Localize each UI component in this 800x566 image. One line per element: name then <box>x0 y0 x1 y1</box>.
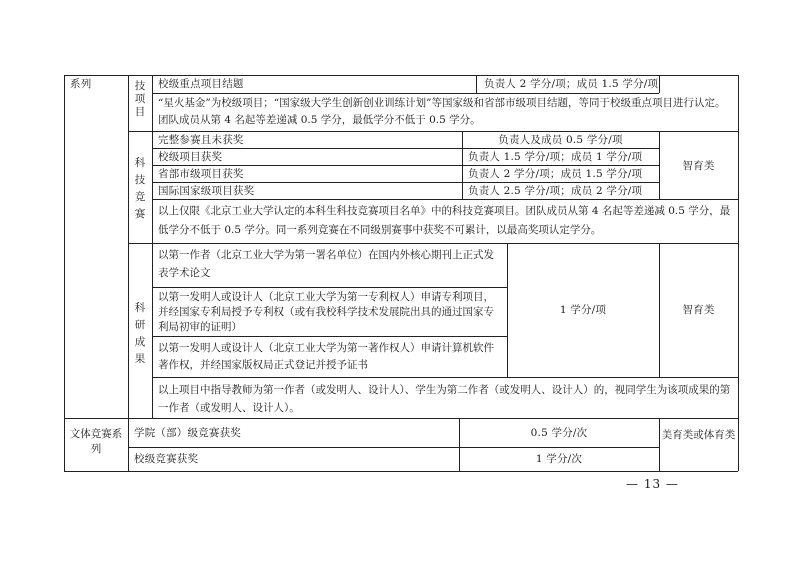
comp-score-school: 负责人 1.5 学分/项；成员 1 学分/项 <box>468 151 643 163</box>
project-note: “星火基金”为校级项目；“国家级大学生创新创业训练计划”等国家级和省部市级项目结题，等同于校级重点项目进行认定。团队成员从第 4 名起等差递减 0.5 学分，最低学分不低于 0.5 学分。 <box>158 97 726 126</box>
category-aesthetic-physical: 美育类或体育类 <box>661 429 736 441</box>
research-item-software: 以第一发明人或设计人（北京工业大学为第一著作权人）申请计算机软件著作权，并经国家版权局正式登记并授予证书 <box>158 342 494 371</box>
comp-score-provincial: 负责人 2 学分/项；成员 1.5 学分/项 <box>468 168 643 180</box>
comp-score-national: 负责人 2.5 学分/项；成员 2 学分/项 <box>468 185 643 197</box>
project-item-key: 校级重点项目结题 <box>158 78 244 90</box>
comp-score-participate: 负责人及成员 0.5 学分/项 <box>498 134 623 146</box>
comp-item-provincial: 省部市级项目获奖 <box>158 168 244 180</box>
page-number: — 13 — <box>626 477 679 491</box>
research-note: 以上项目中指导教师为第一作者（或发明人、设计人）、学生为第二作者（或发明人、设计人）的，视同学生为该项成果的第一作者（或发明人、设计人）。 <box>158 384 731 414</box>
project-score-key: 负责人 2 学分/项；成员 1.5 学分/项 <box>484 78 659 90</box>
project-category-label: 技项目 <box>134 80 146 118</box>
arts-item-college: 学院（部）级竞赛获奖 <box>134 427 241 439</box>
research-score: 1 学分/项 <box>559 304 607 316</box>
arts-series-label: 文体竞赛系列 <box>69 428 123 455</box>
research-item-paper: 以第一作者（北京工业大学为第一署名单位）在国内外核心期刊上正式发表学术论文 <box>158 249 494 279</box>
comp-item-participate: 完整参赛且未获奖 <box>158 134 244 146</box>
competition-category-label: 科技竞赛 <box>134 157 146 220</box>
arts-score-college: 0.5 学分/次 <box>530 427 588 439</box>
category-intellectual-1: 智育类 <box>682 160 715 172</box>
comp-item-national: 国际国家级项目获奖 <box>158 185 255 197</box>
research-item-patent: 以第一发明人或设计人（北京工业大学为第一专利权人）申请专利项目，并经国家专利局授予专利权（或有我校科学技术发展院出具的通过国家专利局初审的证明） <box>158 291 494 333</box>
series-label: 系列 <box>70 78 92 90</box>
competition-note: 以上仅限《北京工业大学认定的本科生科技竞赛项目名单》中的科技竞赛项目。团队成员从第 4 名起等差递减 0.5 学分，最低学分不低于 0.5 学分。同一系列竞赛在不同级别赛事中获奖不可累计，以最高奖项认定学分。 <box>158 205 731 236</box>
arts-score-school: 1 学分/次 <box>535 453 583 465</box>
arts-item-school: 校级竞赛获奖 <box>134 453 199 465</box>
comp-item-school: 校级项目获奖 <box>158 151 223 163</box>
category-intellectual-2: 智育类 <box>682 304 715 316</box>
research-category-label: 科研成果 <box>134 302 146 365</box>
